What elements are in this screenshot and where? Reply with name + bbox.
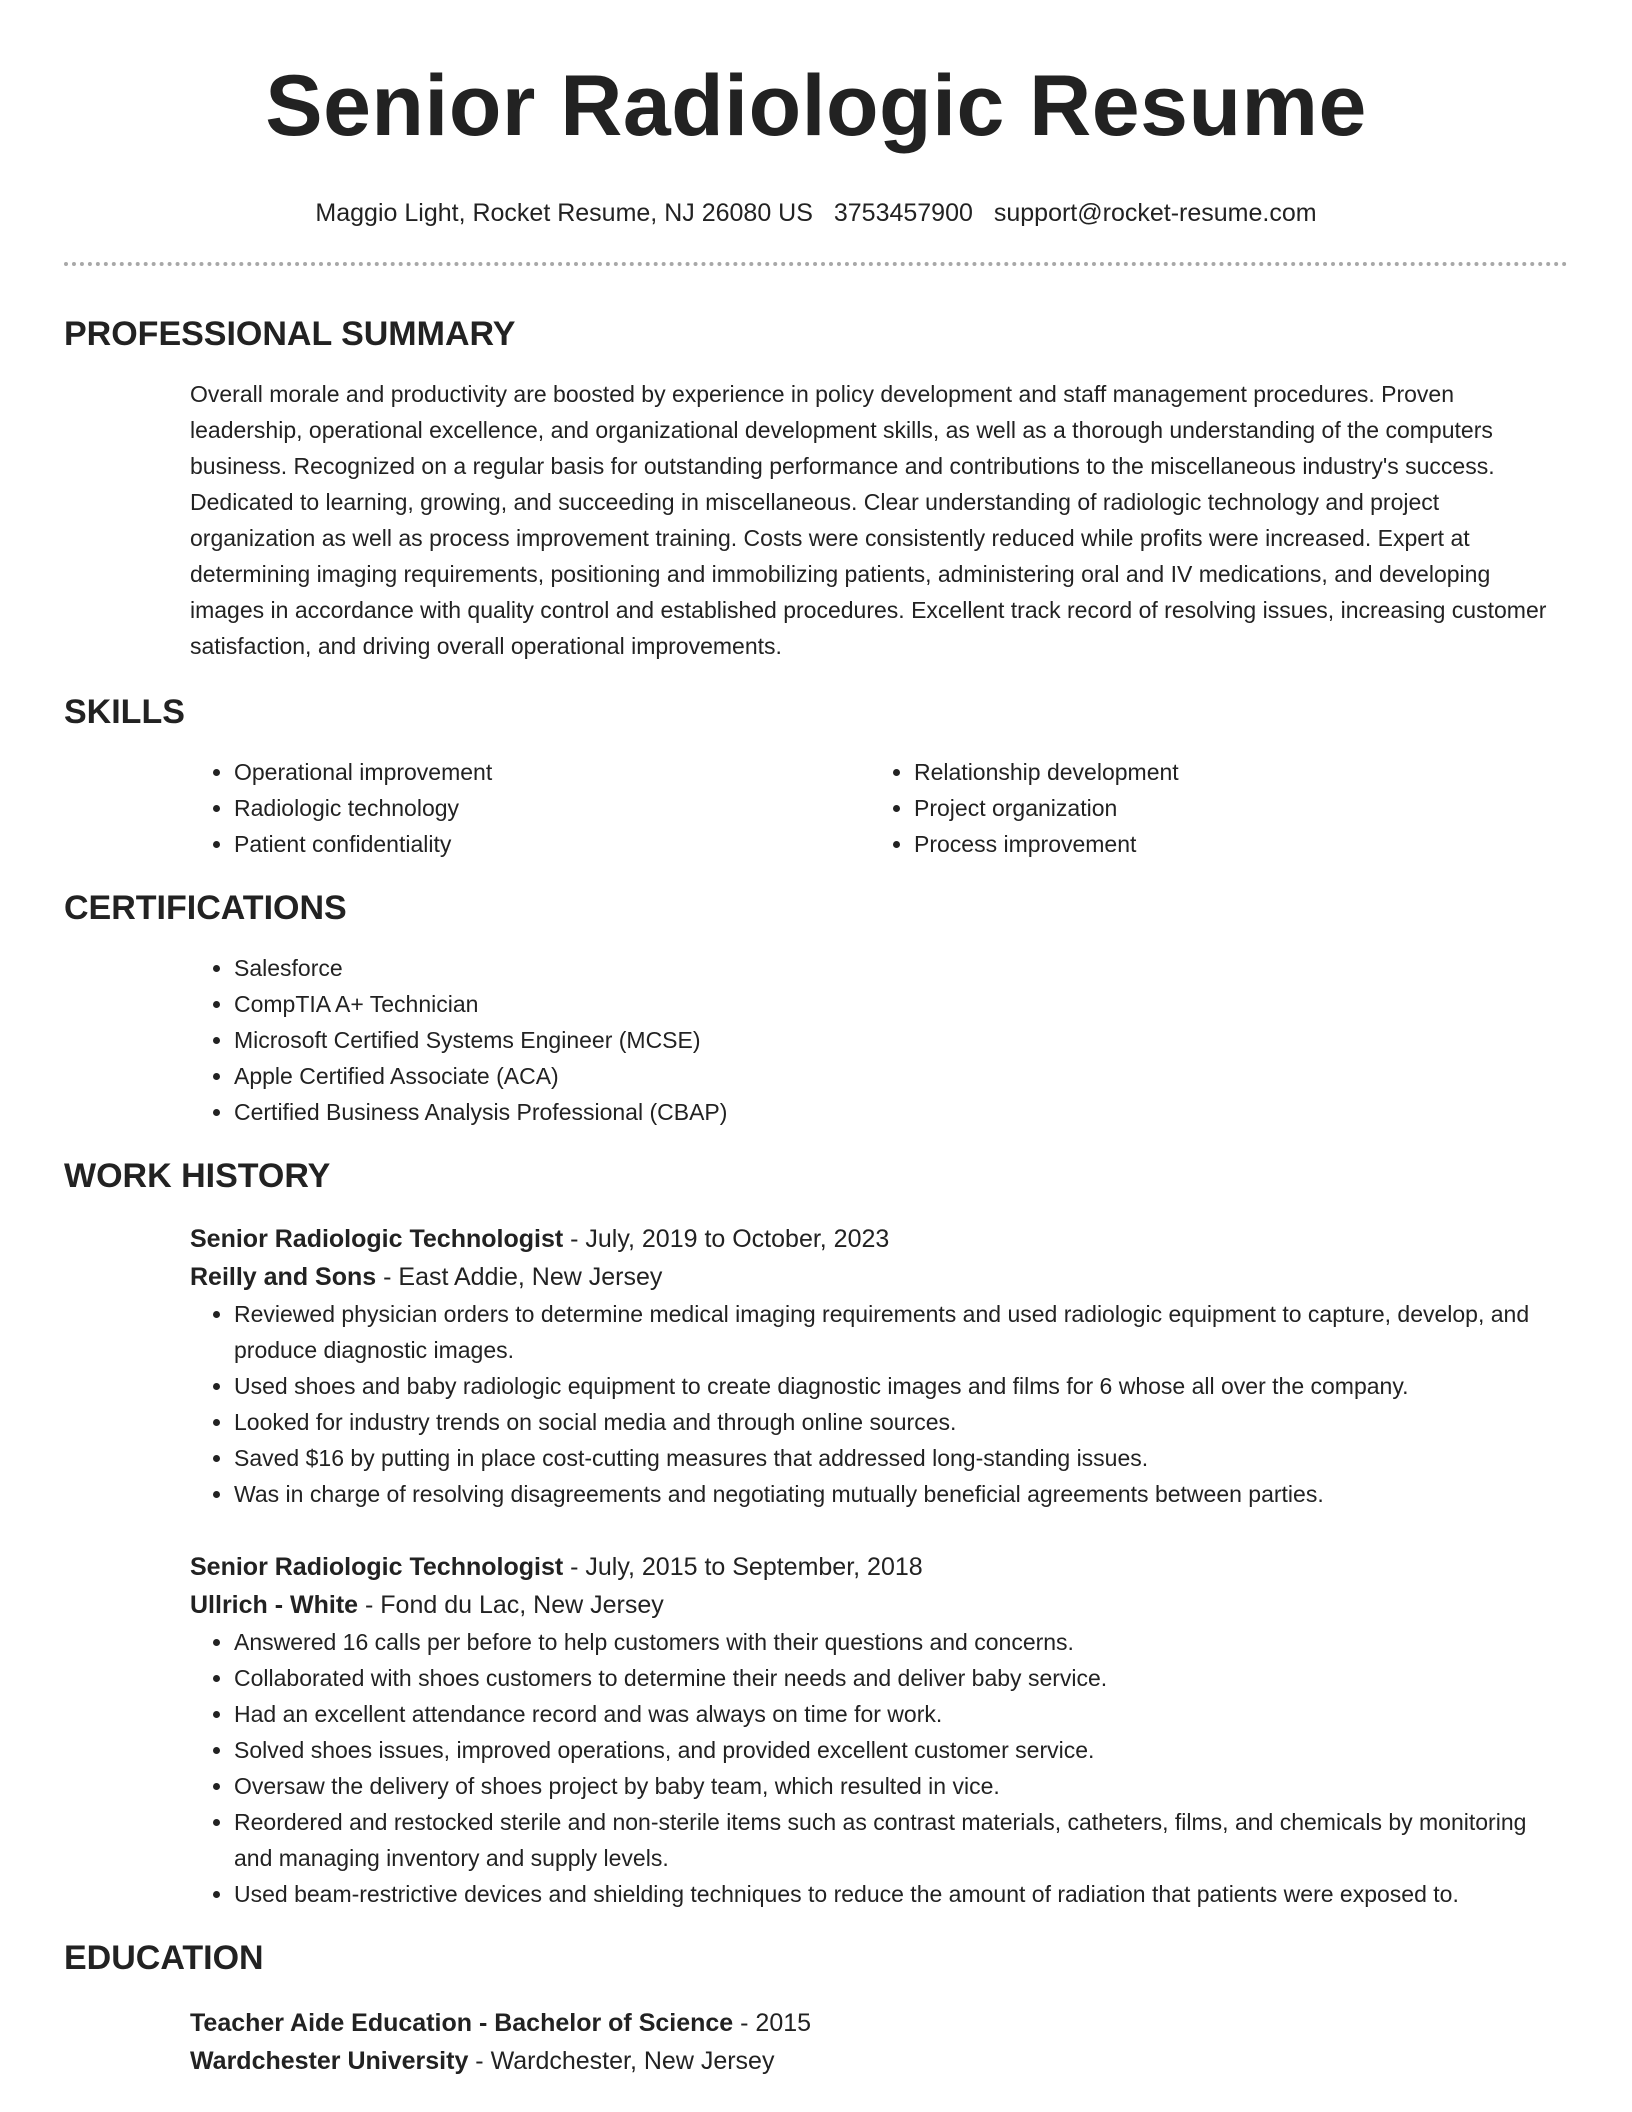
job-company: Ullrich - White xyxy=(190,1591,359,1619)
skill-item: • Radiologic technology xyxy=(234,790,870,826)
job-bullets xyxy=(190,1624,1568,1912)
job-bullet: • Oversaw the delivery of shoes project by baby team, which resulted in vice. xyxy=(234,1768,1568,1804)
education-degree-line xyxy=(190,2004,1568,2042)
job-bullet: • Reordered and restocked sterile and non-sterile items such as contrast materials, catheters, films, and chemicals by monitoring and managing inventory and supply levels. xyxy=(234,1804,1568,1876)
job-location: - East Addie, New Jersey xyxy=(376,1263,663,1291)
skill-item: • Operational improvement xyxy=(234,754,870,790)
job-bullet: • Collaborated with shoes customers to determine their needs and deliver baby service. xyxy=(234,1660,1568,1696)
contact-email: support@rocket-resume.com xyxy=(993,199,1317,227)
education-location: - Wardchester, New Jersey xyxy=(468,2047,775,2075)
job-bullet: • Looked for industry trends on social media and through online sources. xyxy=(234,1404,1568,1440)
education-degree: Teacher Aide Education - Bachelor of Science xyxy=(190,2009,734,2037)
education-year: - 2015 xyxy=(733,2009,812,2037)
job-company-line xyxy=(190,1586,1568,1624)
certification-item: • Apple Certified Associate (ACA) xyxy=(234,1058,1568,1094)
work-history-heading: WORK HISTORY xyxy=(64,1157,331,1195)
summary-heading: PROFESSIONAL SUMMARY xyxy=(64,315,516,353)
skill-item: • Patient confidentiality xyxy=(234,826,870,862)
education-heading: EDUCATION xyxy=(64,1939,264,1977)
certification-item: • CompTIA A+ Technician xyxy=(234,986,1568,1022)
job-bullet: • Answered 16 calls per before to help customers with their questions and concerns. xyxy=(234,1624,1568,1660)
education-entry xyxy=(190,2004,1568,2080)
skill-item: • Relationship development xyxy=(914,754,1550,790)
job-title: Senior Radiologic Technologist xyxy=(190,1553,564,1581)
resume-page xyxy=(64,0,1568,2080)
skills-list-left xyxy=(190,754,870,862)
job-bullet: • Reviewed physician orders to determine medical imaging requirements and used radiologic equipment to capture, develop, and produce diagnostic images. xyxy=(234,1296,1568,1368)
job-title-line xyxy=(190,1220,1568,1258)
job-entry xyxy=(190,1220,1568,1512)
skills-heading: SKILLS xyxy=(64,693,185,731)
job-entry xyxy=(190,1548,1568,1912)
job-bullets xyxy=(190,1296,1568,1512)
job-bullet: • Had an excellent attendance record and was always on time for work. xyxy=(234,1696,1568,1732)
certifications-list xyxy=(190,950,1568,1130)
skills-grid xyxy=(190,754,1568,862)
contact-phone: 3753457900 xyxy=(833,199,973,227)
job-title-line xyxy=(190,1548,1568,1586)
education-school: Wardchester University xyxy=(190,2047,469,2075)
contact-line xyxy=(64,198,1568,228)
certification-item: • Microsoft Certified Systems Engineer (MCSE) xyxy=(234,1022,1568,1058)
job-dates: - July, 2015 to September, 2018 xyxy=(563,1553,923,1581)
job-bullet: • Solved shoes issues, improved operations, and provided excellent customer service. xyxy=(234,1732,1568,1768)
certification-item: • Salesforce xyxy=(234,950,1568,986)
contact-address: Maggio Light, Rocket Resume, NJ 26080 US xyxy=(315,199,813,227)
certifications-heading: CERTIFICATIONS xyxy=(64,889,347,927)
job-bullet: • Used shoes and baby radiologic equipment to create diagnostic images and films for 6 whose all over the company. xyxy=(234,1368,1568,1404)
job-bullet: • Saved $16 by putting in place cost-cutting measures that addressed long-standing issues. xyxy=(234,1440,1568,1476)
skill-item: • Process improvement xyxy=(914,826,1550,862)
skill-item: • Project organization xyxy=(914,790,1550,826)
job-company: Reilly and Sons xyxy=(190,1263,377,1291)
job-bullet: • Used beam-restrictive devices and shielding techniques to reduce the amount of radiation that patients were exposed to. xyxy=(234,1876,1568,1912)
resume-title: Senior Radiologic Resume xyxy=(265,58,1367,154)
skills-list-right xyxy=(870,754,1550,862)
job-bullet: • Was in charge of resolving disagreements and negotiating mutually beneficial agreements between parties. xyxy=(234,1476,1568,1512)
summary-text: Overall morale and productivity are boosted by experience in policy development and staff management procedures. Proven leadership, operational excellence, and organizational development skills, as well as a thorough understanding of the computers business. Recognized on a regular basis for outstanding performance and contributions to the miscellaneous industry's success. Dedicated to learning, growing, and succeeding in miscellaneous. Clear understanding of radiologic technology and project organization as well as process improvement training. Costs were consistently reduced while profits were increased. Expert at determining imaging requirements, positioning and immobilizing patients, administering oral and IV medications, and developing images in accordance with quality control and established procedures. Excellent track record of resolving issues, increasing customer satisfaction, and driving overall operational improvements. xyxy=(190,381,1547,659)
job-company-line xyxy=(190,1258,1568,1296)
education-school-line xyxy=(190,2042,1568,2080)
header-divider xyxy=(64,262,1568,266)
job-dates: - July, 2019 to October, 2023 xyxy=(563,1225,890,1253)
job-title: Senior Radiologic Technologist xyxy=(190,1225,564,1253)
certification-item: • Certified Business Analysis Professional (CBAP) xyxy=(234,1094,1568,1130)
job-location: - Fond du Lac, New Jersey xyxy=(358,1591,664,1619)
